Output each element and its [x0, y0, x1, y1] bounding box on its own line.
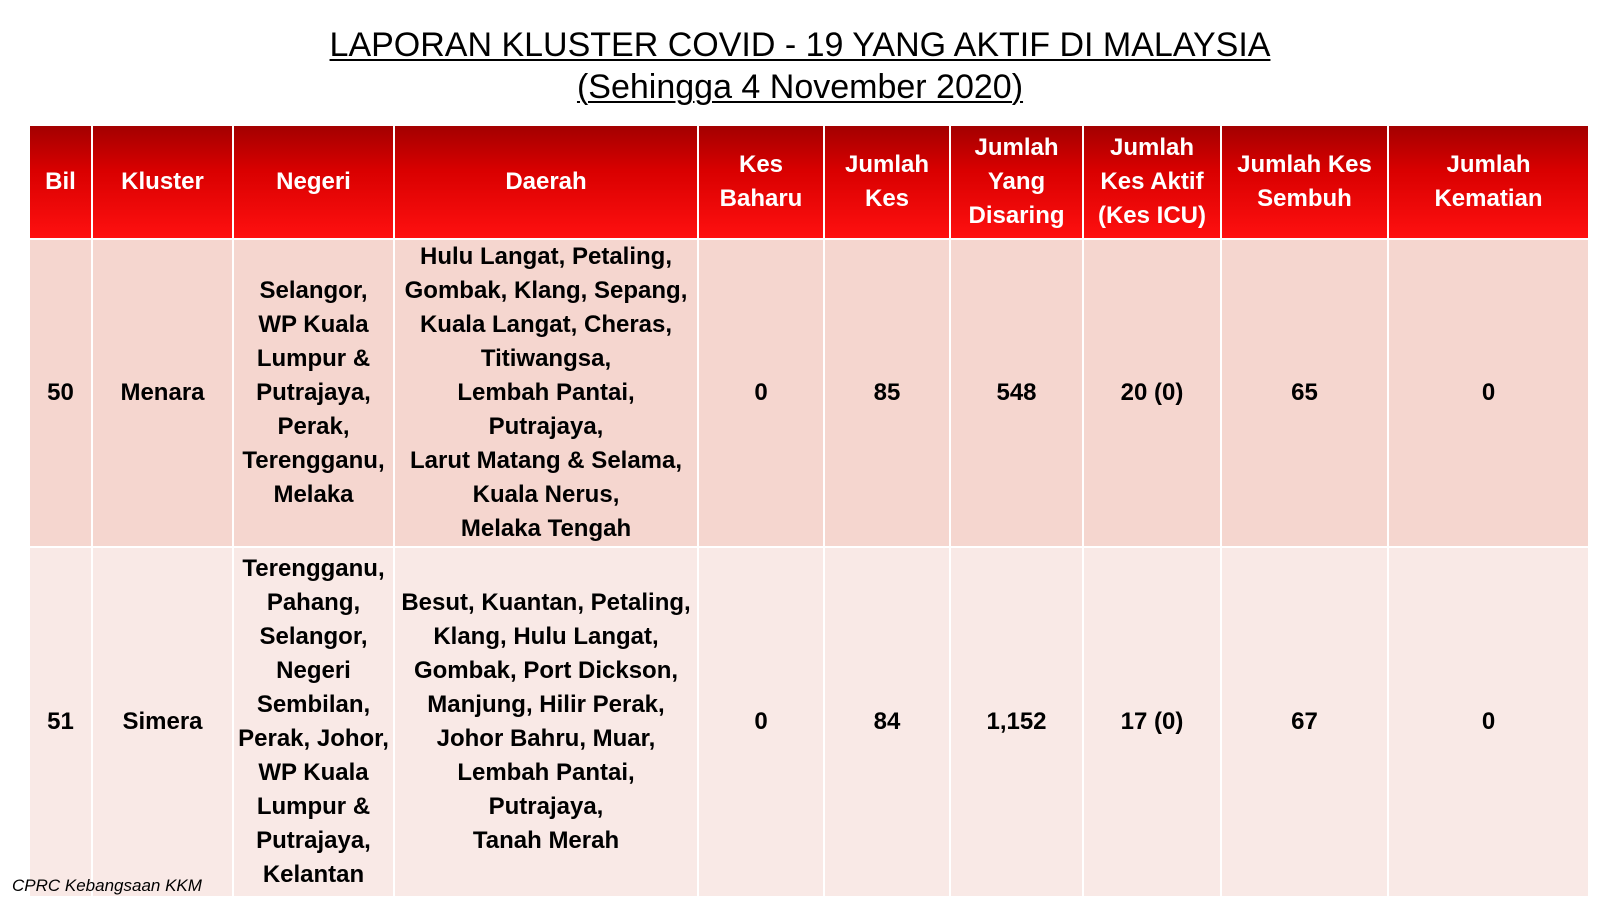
- cell-negeri: Terengganu, Pahang, Selangor, Negeri Sembilan, Perak, Johor, WP Kuala Lumpur & Putrajaya, Kelantan: [233, 547, 394, 897]
- cell-kes-baharu: 0: [698, 547, 824, 897]
- cell-daerah: Hulu Langat, Petaling, Gombak, Klang, Sepang, Kuala Langat, Cheras, Titiwangsa, Lembah Pantai, Putrajaya, Larut Matang & Selama, Kuala Nerus, Melaka Tengah: [394, 239, 698, 547]
- cell-negeri: Selangor, WP Kuala Lumpur & Putrajaya, Perak, Terengganu, Melaka: [233, 239, 394, 547]
- header-jumlah-kes: Jumlah Kes: [824, 125, 950, 239]
- cell-jumlah-kematian: 0: [1388, 239, 1589, 547]
- cell-jumlah-kes: 84: [824, 547, 950, 897]
- cell-kluster: Menara: [92, 239, 233, 547]
- table-header: [29, 125, 1589, 239]
- header-jumlah-kes-aktif: Jumlah Kes Aktif (Kes ICU): [1083, 125, 1221, 239]
- cell-jumlah-kes-sembuh: 67: [1221, 547, 1388, 897]
- header-jumlah-kes-sembuh: Jumlah Kes Sembuh: [1221, 125, 1388, 239]
- report-title-line2: (Sehingga 4 November 2020): [576, 68, 1024, 106]
- cell-jumlah-disaring: 548: [950, 239, 1083, 547]
- table-body: [29, 239, 1589, 897]
- header-daerah: Daerah: [394, 125, 698, 239]
- table-row: [29, 547, 1589, 897]
- cell-jumlah-disaring: 1,152: [950, 547, 1083, 897]
- cell-daerah: Besut, Kuantan, Petaling, Klang, Hulu Langat, Gombak, Port Dickson, Manjung, Hilir Perak, Johor Bahru, Muar, Lembah Pantai, Putrajaya, Tanah Merah: [394, 547, 698, 897]
- header-row: [29, 125, 1589, 239]
- header-bil: Bil: [29, 125, 92, 239]
- table-row: [29, 239, 1589, 547]
- cluster-table: [28, 124, 1590, 898]
- cell-jumlah-kes-aktif: 20 (0): [1083, 239, 1221, 547]
- source-footnote: CPRC Kebangsaan KKM: [12, 876, 202, 895]
- cell-jumlah-kes-aktif: 17 (0): [1083, 547, 1221, 897]
- cell-kluster: Simera: [92, 547, 233, 897]
- cell-bil: 51: [29, 547, 92, 897]
- header-negeri: Negeri: [233, 125, 394, 239]
- cell-bil: 50: [29, 239, 92, 547]
- cell-kes-baharu: 0: [698, 239, 824, 547]
- header-kluster: Kluster: [92, 125, 233, 239]
- cell-jumlah-kes-sembuh: 65: [1221, 239, 1388, 547]
- report-title: [0, 24, 1600, 108]
- report-title-line1: LAPORAN KLUSTER COVID - 19 YANG AKTIF DI MALAYSIA: [329, 26, 1271, 64]
- header-jumlah-kematian: Jumlah Kematian: [1388, 125, 1589, 239]
- cell-jumlah-kematian: 0: [1388, 547, 1589, 897]
- cell-jumlah-kes: 85: [824, 239, 950, 547]
- header-jumlah-disaring: Jumlah Yang Disaring: [950, 125, 1083, 239]
- header-kes-baharu: Kes Baharu: [698, 125, 824, 239]
